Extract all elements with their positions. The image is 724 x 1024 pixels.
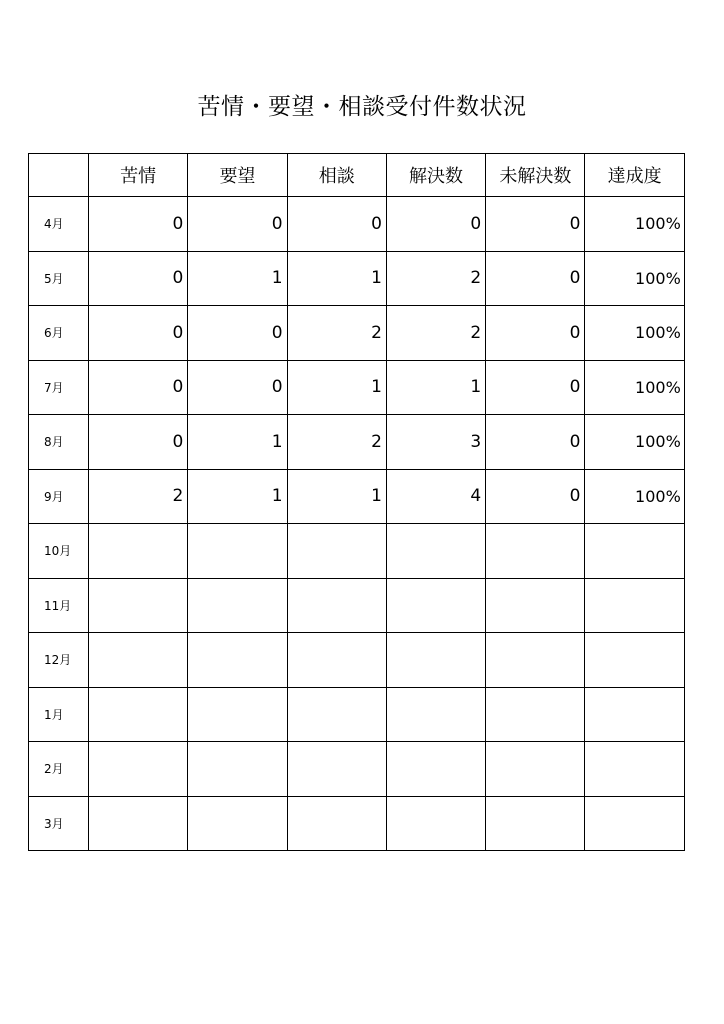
cell-requests: 1 [188,415,287,470]
cell-unresolved [486,578,585,633]
cell-achievement [585,687,684,742]
cell-achievement: 100% [585,251,684,306]
cell-consultations [287,578,386,633]
cell-month: 12月 [29,633,89,688]
column-header-achievement: 達成度 [585,154,684,197]
cell-consultations: 2 [287,306,386,361]
column-header-corner [29,154,89,197]
cell-unresolved: 0 [486,360,585,415]
cell-complaints: 0 [89,415,188,470]
cell-resolved [386,633,485,688]
cell-achievement [585,633,684,688]
cell-requests: 1 [188,469,287,524]
cell-achievement: 100% [585,197,684,252]
cell-achievement [585,524,684,579]
cell-requests [188,578,287,633]
cell-resolved [386,524,485,579]
cell-complaints: 0 [89,360,188,415]
cell-complaints [89,796,188,851]
table-row [29,469,685,524]
cell-achievement [585,578,684,633]
table-row [29,360,685,415]
cell-requests: 1 [188,251,287,306]
header-row [29,154,685,197]
cell-consultations: 0 [287,197,386,252]
cell-consultations: 2 [287,415,386,470]
cell-achievement [585,742,684,797]
cell-consultations: 1 [287,469,386,524]
cell-consultations [287,633,386,688]
table-row [29,415,685,470]
cell-unresolved [486,742,585,797]
table-row [29,524,685,579]
cell-achievement [585,796,684,851]
cell-unresolved: 0 [486,251,585,306]
table-row [29,578,685,633]
cell-requests: 0 [188,360,287,415]
cell-consultations: 1 [287,251,386,306]
cell-unresolved: 0 [486,306,585,361]
cell-requests: 0 [188,306,287,361]
cell-unresolved: 0 [486,415,585,470]
cell-month: 9月 [29,469,89,524]
cell-resolved: 4 [386,469,485,524]
cell-requests: 0 [188,197,287,252]
cell-achievement: 100% [585,415,684,470]
cell-complaints [89,742,188,797]
cell-month: 1月 [29,687,89,742]
cell-requests [188,633,287,688]
cell-resolved [386,742,485,797]
cell-achievement: 100% [585,360,684,415]
cell-month: 8月 [29,415,89,470]
cell-complaints: 0 [89,197,188,252]
complaints-table [28,153,685,851]
table-row [29,306,685,361]
cell-complaints [89,633,188,688]
cell-resolved [386,796,485,851]
cell-unresolved [486,524,585,579]
table-row [29,742,685,797]
cell-unresolved [486,796,585,851]
cell-month: 3月 [29,796,89,851]
cell-month: 11月 [29,578,89,633]
cell-consultations [287,687,386,742]
cell-unresolved [486,633,585,688]
column-header-consultations: 相談 [287,154,386,197]
cell-unresolved: 0 [486,197,585,252]
cell-month: 6月 [29,306,89,361]
cell-resolved: 3 [386,415,485,470]
cell-consultations [287,524,386,579]
column-header-complaints: 苦情 [89,154,188,197]
table-row [29,633,685,688]
cell-unresolved: 0 [486,469,585,524]
cell-unresolved [486,687,585,742]
column-header-unresolved: 未解決数 [486,154,585,197]
cell-complaints: 2 [89,469,188,524]
table-row [29,687,685,742]
cell-consultations [287,796,386,851]
cell-resolved: 0 [386,197,485,252]
cell-consultations: 1 [287,360,386,415]
cell-month: 2月 [29,742,89,797]
column-header-requests: 要望 [188,154,287,197]
cell-achievement: 100% [585,469,684,524]
cell-complaints [89,578,188,633]
cell-resolved [386,578,485,633]
cell-month: 10月 [29,524,89,579]
cell-month: 5月 [29,251,89,306]
cell-complaints: 0 [89,306,188,361]
cell-requests [188,524,287,579]
cell-month: 7月 [29,360,89,415]
table-row [29,197,685,252]
table-row [29,251,685,306]
cell-complaints: 0 [89,251,188,306]
cell-resolved [386,687,485,742]
cell-resolved: 2 [386,251,485,306]
cell-achievement: 100% [585,306,684,361]
cell-consultations [287,742,386,797]
cell-requests [188,742,287,797]
table-row [29,796,685,851]
cell-month: 4月 [29,197,89,252]
cell-complaints [89,687,188,742]
cell-requests [188,687,287,742]
cell-resolved: 2 [386,306,485,361]
cell-requests [188,796,287,851]
column-header-resolved: 解決数 [386,154,485,197]
cell-resolved: 1 [386,360,485,415]
page-title: 苦情・要望・相談受付件数状況 [197,94,527,120]
cell-complaints [89,524,188,579]
